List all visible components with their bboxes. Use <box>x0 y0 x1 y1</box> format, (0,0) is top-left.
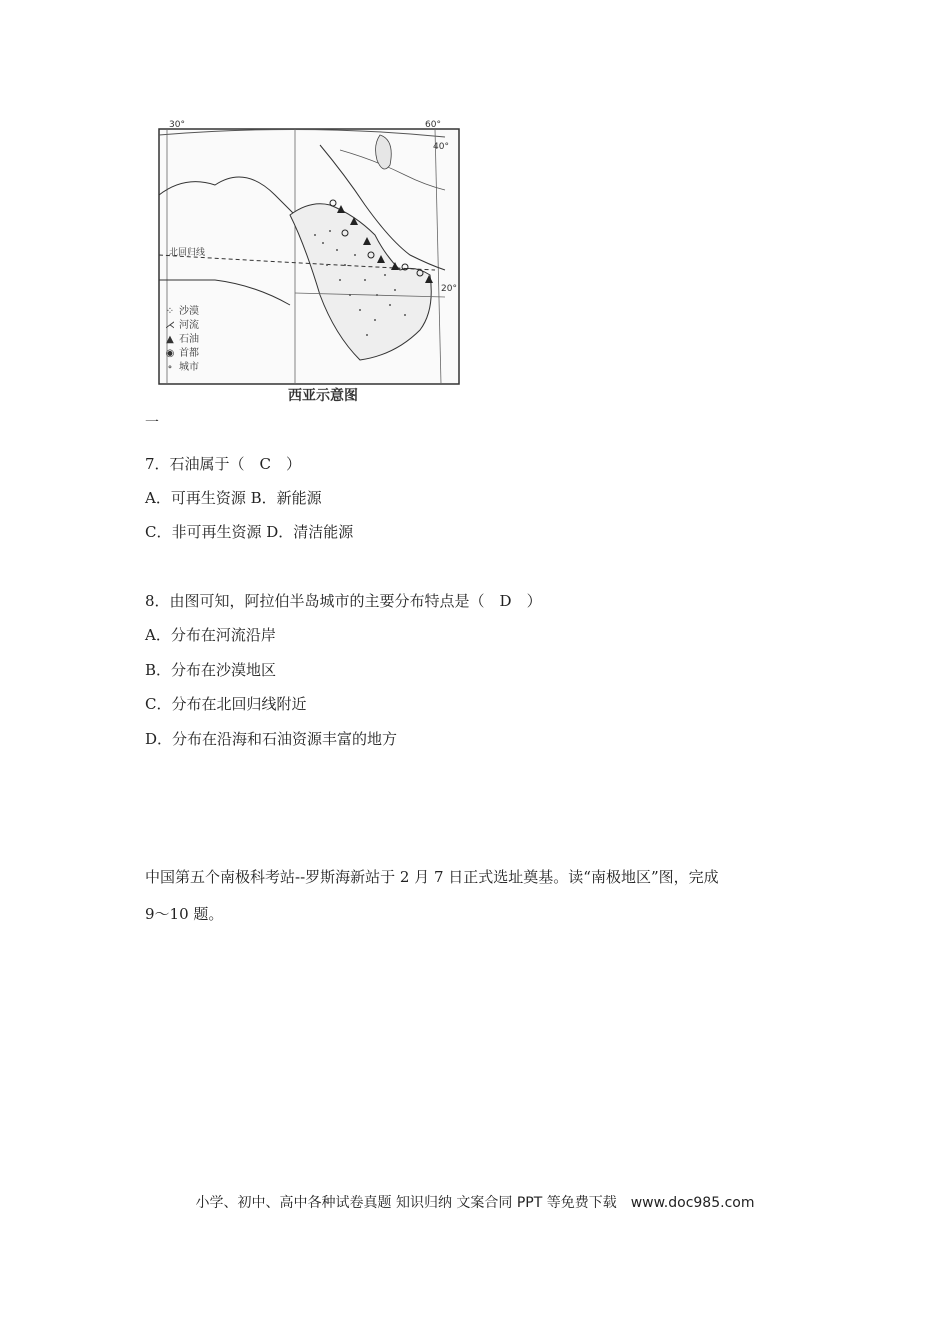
intro-line-1: 中国第五个南极科考站--罗斯海新站于 2 月 7 日正式选址奠基。读“南极地区”图，完成 <box>145 868 719 886</box>
tropic-label: 北回归线 <box>169 248 206 258</box>
legend-label: 石油 <box>179 334 199 345</box>
legend-item-desert <box>165 305 199 319</box>
intro-line-2: 9～10 题。 <box>145 905 224 923</box>
lon-label-30: 30° <box>169 120 185 130</box>
legend-item-oil <box>165 333 199 347</box>
legend-item-capital <box>165 347 199 361</box>
river-icon: ⋌ <box>165 320 175 331</box>
question-7-options-cd: C．非可再生资源 D．清洁能源 <box>145 523 354 541</box>
question-8-option-c: C．分布在北回归线附近 <box>145 695 307 713</box>
separator-dash: 一 <box>145 415 159 431</box>
footer-banner: 小学、初中、高中各种试卷真题 知识归纳 文案合同 PPT 等免费下载 www.doc985.com <box>195 1195 755 1211</box>
map-legend <box>165 305 199 375</box>
legend-label: 首都 <box>179 348 199 359</box>
question-7-stem: 7．石油属于（ C ） <box>145 455 302 473</box>
legend-label: 城市 <box>179 362 199 373</box>
legend-label: 河流 <box>179 320 199 331</box>
lat-label-20: 20° <box>441 284 457 294</box>
question-8-option-d: D．分布在沿海和石油资源丰富的地方 <box>145 730 398 748</box>
lon-label-40: 40° <box>433 142 449 152</box>
question-8-option-a: A．分布在河流沿岸 <box>145 626 276 644</box>
oil-icon: ▲ <box>166 334 174 345</box>
map-caption: 西亚示意图 <box>288 388 358 404</box>
question-8-stem: 8．由图可知，阿拉伯半岛城市的主要分布特点是（ D ） <box>145 592 542 610</box>
lon-label-60: 60° <box>425 120 441 130</box>
question-7-options-ab: A．可再生资源 B．新能源 <box>145 489 322 507</box>
capital-icon: ◉ <box>165 348 175 359</box>
city-icon: ∘ <box>167 362 173 373</box>
desert-icon: ⁘ <box>165 306 175 317</box>
west-asia-map <box>145 105 495 405</box>
question-8-option-b: B．分布在沙漠地区 <box>145 661 277 679</box>
legend-label: 沙漠 <box>179 306 199 317</box>
legend-item-city <box>165 361 199 375</box>
legend-item-river <box>165 319 199 333</box>
